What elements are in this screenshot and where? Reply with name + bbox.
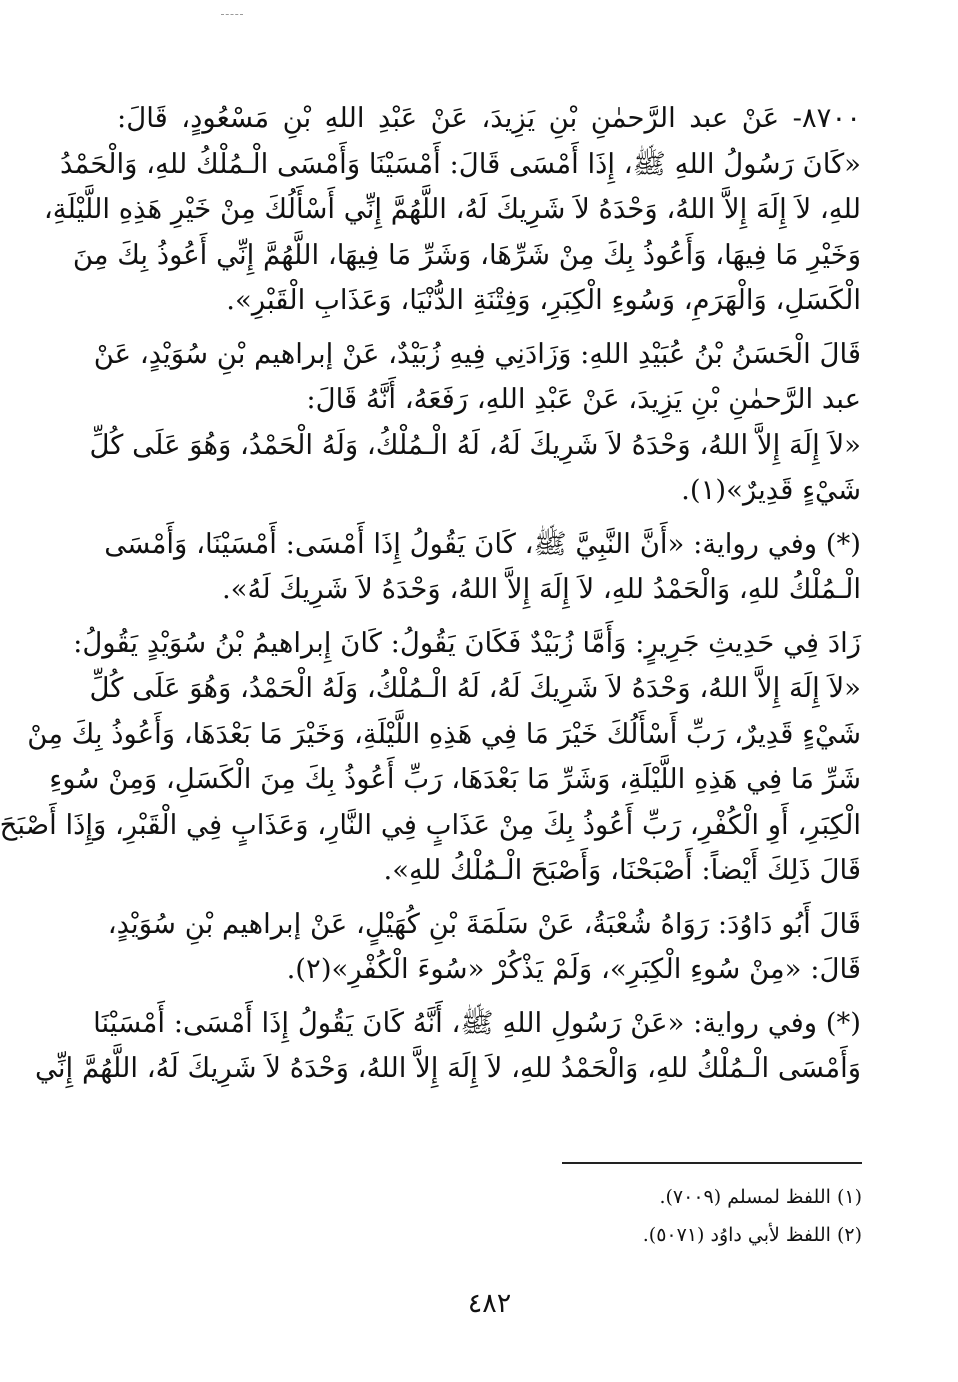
text-line: شَرِّ مَا فِي هَذِهِ اللَّيْلَةِ، وَشَرِّ مَا بَعْدَهَا، رَبِّ أَعُوذُ بِكَ مِنَ الْكَسَلِ، وَمِنْ سُوءِ	[49, 763, 861, 795]
text-line: الْكَسَلِ، وَالْهَرَمِ، وَسُوءِ الْكِبَرِ، وَفِتْنَةِ الدُّنْيَا، وَعَذَابِ الْقَبْرِ».	[226, 284, 861, 316]
text-line: شَيْءٍ قَدِيرٌ»(١).	[681, 474, 861, 506]
text-line: وَخَيْرِ مَا فِيهَا، وَأَعُوذُ بِكَ مِنْ شَرِّهَا، وَشَرِّ مَا فِيهَا، اللَّهُمَّ إِنِّي أَعُوذُ بِكَ مِنَ	[72, 238, 861, 271]
text-line: ٨٧٠٠- عَنْ عبد الرَّحمٰنِ بْنِ يَزِيدَ، عَنْ عَبْدِ اللهِ بْنِ مَسْعُودٍ، قَالَ:	[117, 102, 861, 134]
text-line: «لاَ إِلَهَ إِلاَّ اللهُ، وَحْدَهُ لاَ شَرِيكَ لَهُ، لَهُ الْـمُلْكُ، وَلَهُ الْحَمْدُ، وَهُوَ عَلَى كُلِّ	[89, 428, 861, 461]
footnote: (٢) اللفظ لأبي داوُد (٥٠٧١).	[642, 1224, 862, 1246]
scan-artifact-mark	[221, 14, 243, 15]
footnotes	[262, 1178, 862, 1254]
text-line: «كَانَ رَسُولُ اللهِ ﷺ، إِذَا أَمْسَى قَالَ: أَمْسَيْنَا وَأَمْسَى الْـمُلْكُ للهِ، وَالْحَمْدُ	[60, 147, 861, 180]
text-line: وَأَمْسَى الْـمُلْكُ للهِ، وَالْحَمْدُ للهِ، لاَ إِلَهَ إِلاَّ اللهُ، وَحْدَهُ لاَ شَرِيكَ لَهُ، اللَّهُمَّ إِنِّي	[34, 1052, 861, 1084]
text-line: (*) وفي رواية: «عَنْ رَسُولِ اللهِ ﷺ، أَنَّهُ كَانَ يَقُولُ إِذَا أَمْسَى: أَمْسَيْنَا	[93, 1006, 861, 1039]
footnote: (١) اللفظ لمسلم (٧٠٠٩).	[659, 1186, 862, 1208]
page-number: ٤٨٢	[467, 1288, 512, 1319]
text-line: زَادَ فِي حَدِيثِ جَرِيرٍ: وَأَمَّا زُبَيْدٌ فَكَانَ يَقُولُ: كَانَ إِبراهيمُ بْنُ سُوَيْدٍ يَقُولُ:	[73, 626, 861, 659]
text-line: شَيْءٍ قَدِيرٌ، رَبِّ أَسْأَلُكَ خَيْرَ مَا فِي هَذِهِ اللَّيْلَةِ، وَخَيْرَ مَا بَعْدَهَا، وَأَعُوذُ بِكَ مِنْ	[27, 717, 861, 750]
footnote-separator	[562, 1162, 862, 1164]
text-line: عبد الرَّحمٰنِ بْنِ يَزِيدَ، عَنْ عَبْدِ اللهِ، رَفَعَهُ، أَنَّهُ قَالَ:	[306, 383, 861, 415]
text-line: الْـمُلْكُ للهِ، وَالْحَمْدُ للهِ، لاَ إِلَهَ إِلاَّ اللهُ، وَحْدَهُ لاَ شَرِيكَ لَهُ».	[221, 573, 861, 605]
text-line: الْكِبَرِ، أَوِ الْكُفْرِ، رَبِّ أَعُوذُ بِكَ مِنْ عَذَابٍ فِي النَّارِ، وَعَذَابٍ فِي الْقَبْرِ، وَإِذَا أَصْبَحَ	[0, 808, 861, 841]
text-line: قَالَ: «مِنْ سُوءِ الْكِبَرِ»، وَلَمْ يَذْكُرْ «سُوءَ الْكُفْرِ»(٢).	[286, 953, 861, 985]
text-line: قَالَ أَبُو دَاوُدَ: رَوَاهُ شُعْبَةُ، عَنْ سَلَمَةَ بْنِ كُهَيْلٍ، عَنْ إبراهيم بْنِ سُوَيْدٍ،	[107, 907, 861, 940]
text-line: «لاَ إِلَهَ إِلاَّ اللهُ، وَحْدَهُ لاَ شَرِيكَ لَهُ، لَهُ الْـمُلْكُ، وَلَهُ الْحَمْدُ، وَهُوَ عَلَى كُلِّ	[89, 672, 861, 704]
text-line: قَالَ ذَلِكَ أَيْضاً: أَصْبَحْنَا، وَأَصْبَحَ الْـمُلْكُ للهِ».	[383, 854, 861, 886]
text-line: للهِ، لاَ إِلَهَ إِلاَّ اللهُ، وَحْدَهُ لاَ شَرِيكَ لَهُ، اللَّهُمَّ إِنِّي أَسْأَلُكَ مِنْ خَيْرِ هَذِهِ اللَّيْلَةِ،	[43, 193, 861, 225]
text-line: قَالَ الْحَسَنُ بْنُ عُبَيْدِ اللهِ: وَزَادَنِي فِيهِ زُبَيْدٌ، عَنْ إبراهيم بْنِ سُوَيْدٍ، عَنْ	[93, 337, 861, 370]
text-line: (*) وفي رواية: «أَنَّ النَّبِيَّ ﷺ، كَانَ يَقُولُ إِذَا أَمْسَى: أَمْسَيْنَا، وَأَمْسَى	[104, 527, 861, 560]
hadith-text-body	[0, 96, 861, 1092]
